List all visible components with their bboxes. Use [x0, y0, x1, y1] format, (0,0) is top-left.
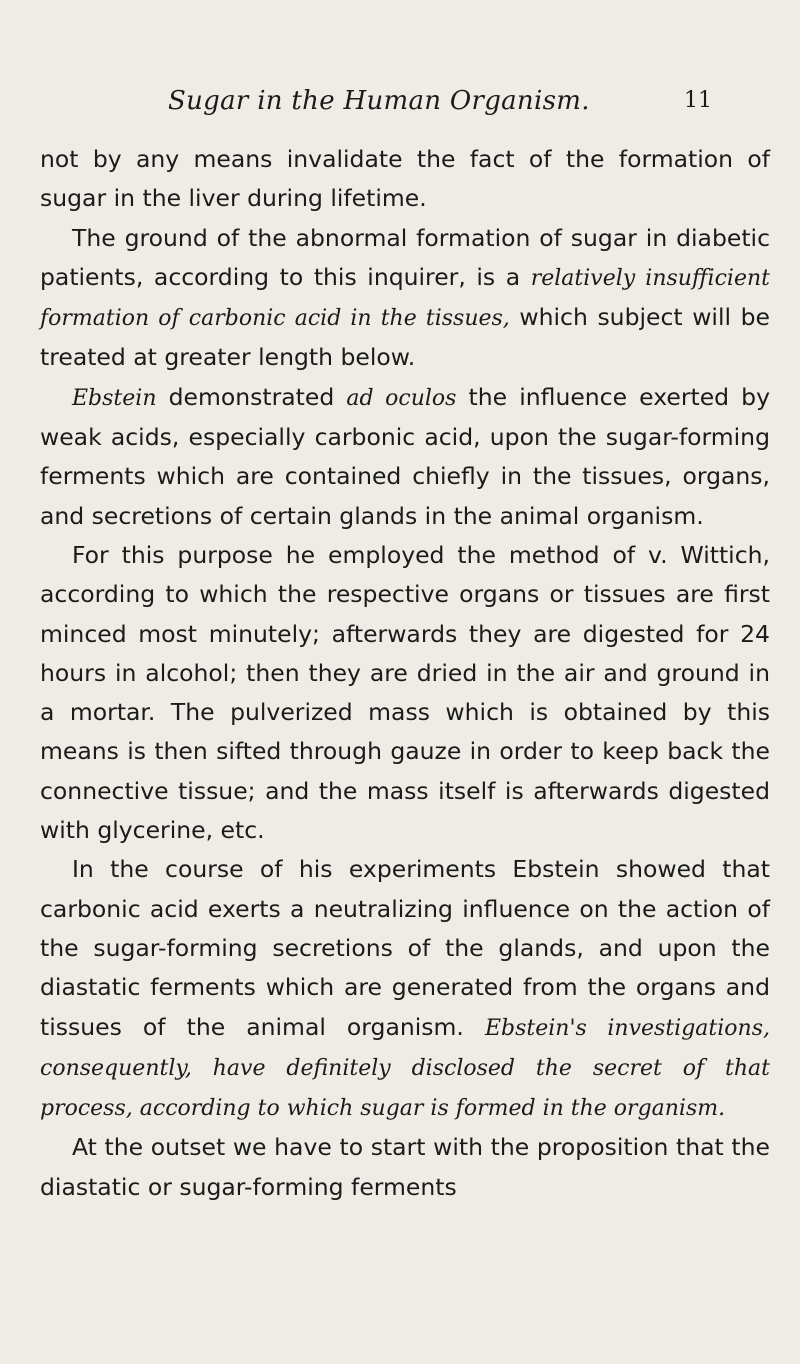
- latin-phrase-italic: ad oculos: [346, 385, 457, 411]
- text-segment: demonstrated: [156, 382, 347, 411]
- italic-emphasis: Ebstein's investigations, consequently, have definitely disclosed the secret of that process, according to which sugar is formed in the organism.: [40, 1015, 770, 1122]
- text-segment: The ground of the abnormal formation of sugar in diabetic patients, according to this inquirer, is a: [40, 223, 770, 291]
- running-title: Sugar in the Human Organism.: [168, 86, 590, 116]
- text-segment: In the course of his experiments Ebstein showed that carbonic acid exerts a neutralizing influence on the action of the sugar-forming secretions of the glands, and upon the diastatic ferments which are generated from the organs and tissues of the animal organism.: [40, 855, 770, 1041]
- paragraph-wittich-method: [40, 536, 770, 850]
- paragraph-continuation: [40, 140, 770, 219]
- italic-emphasis: relatively insufficient formation of carbonic acid in the tissues,: [40, 265, 770, 332]
- paragraph-ground-of-formation: [40, 219, 770, 378]
- page-header: [0, 86, 800, 126]
- paragraph-outset: [40, 1128, 770, 1207]
- text-segment: not by any means invalidate the fact of the formation of sugar in the liver during lifetime.: [40, 145, 770, 213]
- paragraph-ebstein-demonstrated: [40, 378, 770, 536]
- author-name-italic: Ebstein: [72, 385, 157, 411]
- text-segment: which subject will be treated at greater length below.: [40, 303, 770, 372]
- page-number: 11: [684, 88, 712, 113]
- paragraph-experiments: [40, 850, 770, 1128]
- text-segment: the influence exerted by weak acids, especially carbonic acid, upon the sugar-forming ferments which are contained chiefly in the tissues, organs, and secretions of certain glands in the animal organism.: [40, 382, 771, 530]
- text-segment: For this purpose he employed the method of v. Wittich, according to which the respective organs or tissues are first minced most minutely; afterwards they are digested for 24 hours in alcohol; then they are dried in the air and ground in a mortar. The pulverized mass which is obtained by this means is then sifted through gauze in order to keep back the connective tissue; and the mass itself is afterwards digested with glycerine, etc.: [40, 540, 770, 845]
- body-text: [40, 140, 770, 1207]
- text-segment: At the outset we have to start with the proposition that the diastatic or sugar-forming ferments: [40, 1133, 770, 1201]
